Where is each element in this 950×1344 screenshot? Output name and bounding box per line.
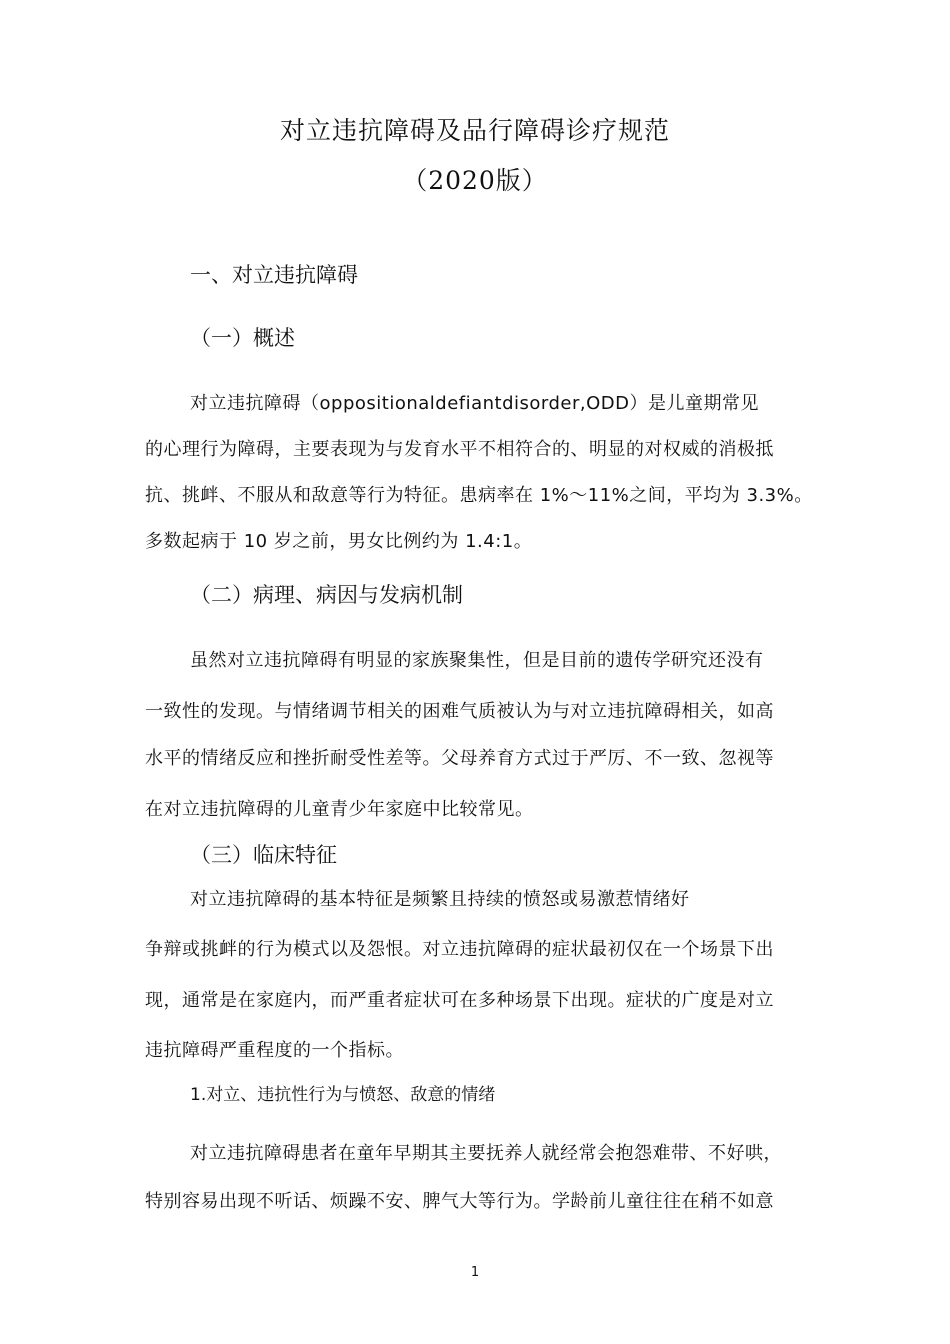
clinical-line: 违抗障碍严重程度的一个指标。: [145, 1040, 404, 1061]
overview-heading: （一）概述: [190, 326, 295, 350]
document-title: 对立违抗障碍及品行障碍诊疗规范: [279, 116, 670, 145]
pathology-line: 虽然对立违抗障碍有明显的家族聚集性，但是目前的遗传学研究还没有: [190, 650, 764, 671]
clinical-line: 对立违抗障碍的基本特征是频繁且持续的愤怒或易激惹情绪好: [190, 889, 690, 910]
pathology-heading: （二）病理、病因与发病机制: [190, 583, 463, 607]
overview-line: 多数起病于 10 岁之前，男女比例约为 1.4:1。: [145, 531, 533, 552]
subsection-heading: 1.对立、违抗性行为与愤怒、敌意的情绪: [190, 1085, 496, 1105]
page-number: 1: [470, 1265, 480, 1280]
pathology-line: 在对立违抗障碍的儿童青少年家庭中比较常见。: [145, 799, 534, 820]
document-edition: （2020版）: [402, 166, 548, 195]
pathology-line: 水平的情绪反应和挫折耐受性差等。父母养育方式过于严厉、不一致、忽视等: [145, 748, 774, 769]
clinical-line: 现，通常是在家庭内，而严重者症状可在多种场景下出现。症状的广度是对立: [145, 990, 774, 1011]
subsection-line: 对立违抗障碍患者在童年早期其主要抚养人就经常会抱怨难带、不好哄，: [190, 1143, 782, 1164]
pathology-line: 一致性的发现。与情绪调节相关的困难气质被认为与对立违抗障碍相关，如高: [145, 701, 774, 722]
overview-line: 的心理行为障碍，主要表现为与发育水平不相符合的、明显的对权威的消极抵: [145, 439, 774, 460]
overview-line: 抗、挑衅、不服从和敌意等行为特征。患病率在 1%～11%之间，平均为 3.3%。: [145, 485, 813, 506]
section-heading-odd: 一、对立违抗障碍: [190, 263, 358, 287]
clinical-line: 争辩或挑衅的行为模式以及怨恨。对立违抗障碍的症状最初仅在一个场景下出: [145, 939, 774, 960]
clinical-heading: （三）临床特征: [190, 843, 337, 867]
subsection-line: 特别容易出现不听话、烦躁不安、脾气大等行为。学龄前儿童往往在稍不如意: [145, 1191, 774, 1212]
overview-line: 对立违抗障碍（oppositionaldefiantdisorder,ODD）是儿童期常见: [190, 393, 760, 414]
